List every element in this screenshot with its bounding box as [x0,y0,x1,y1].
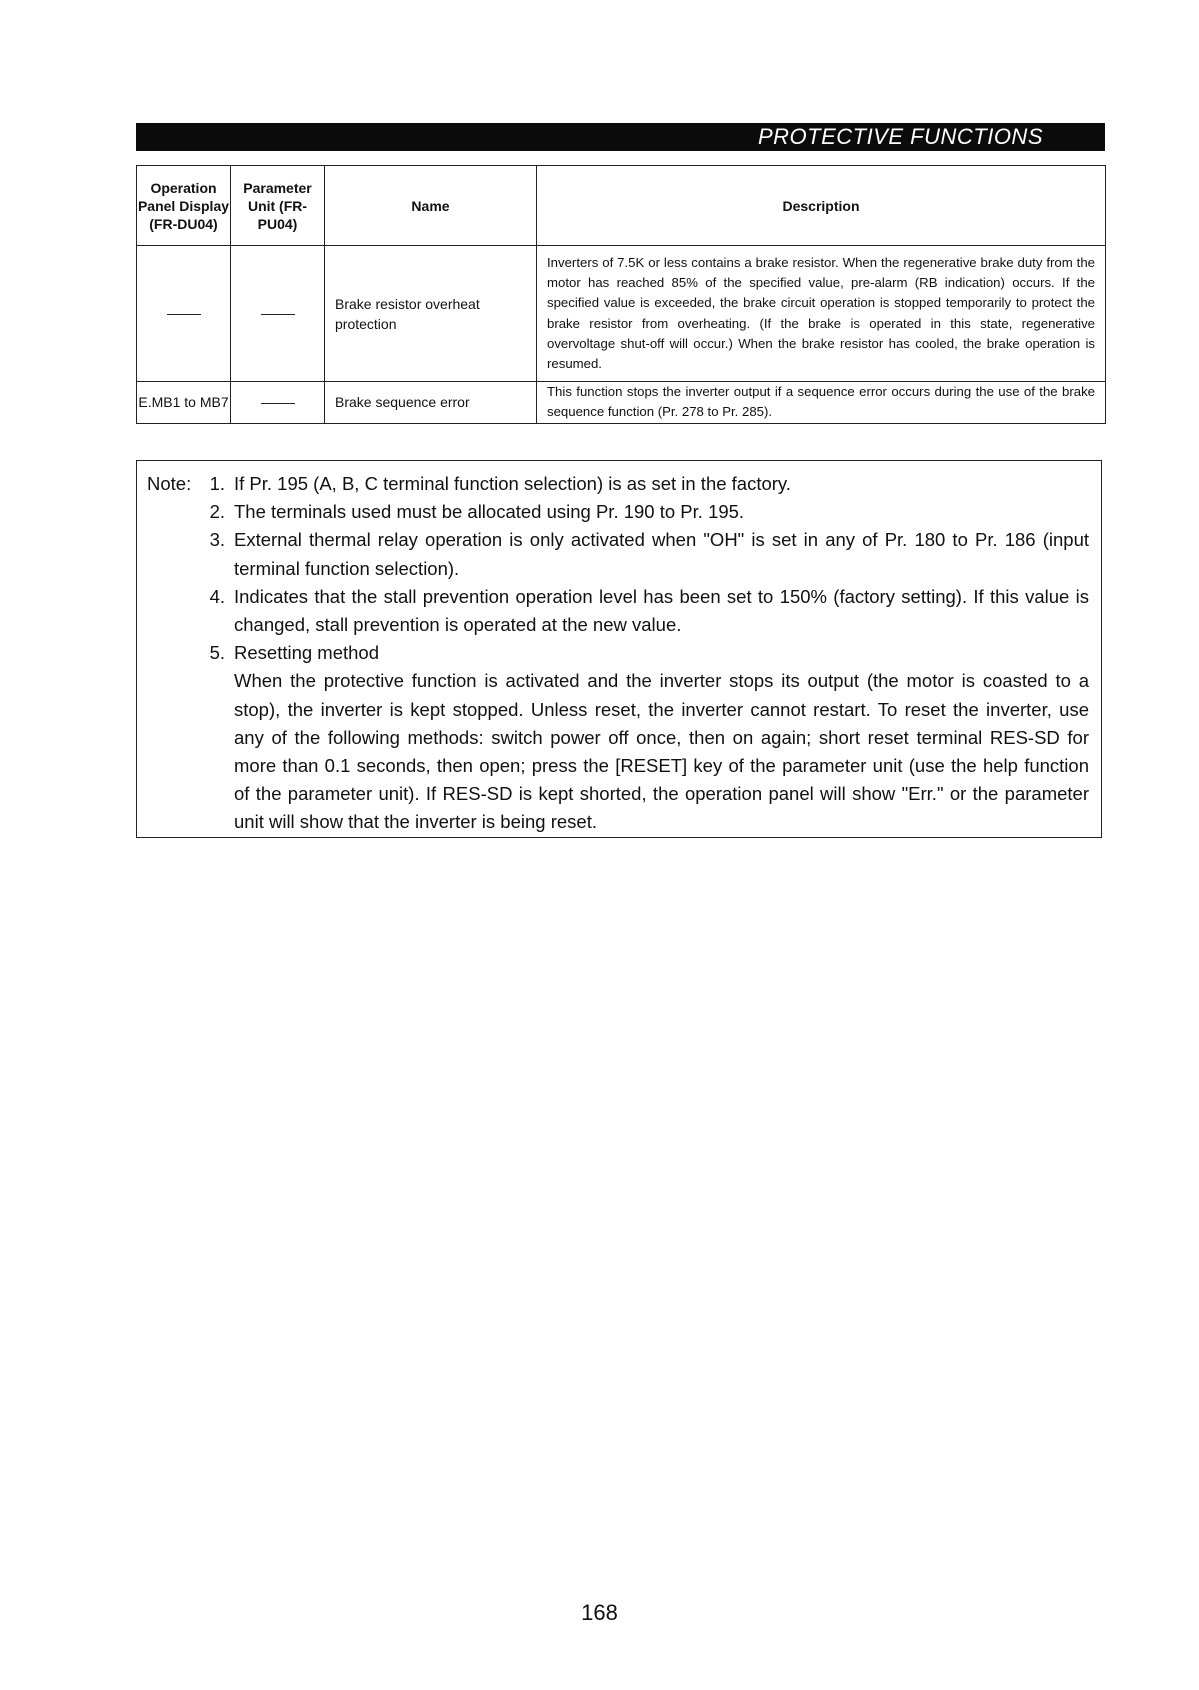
row-display-cell: E.MB1 to MB7 [137,382,231,424]
col-header-unit: Parameter Unit (FR-PU04) [231,166,325,246]
col-header-description: Description [537,166,1106,246]
note-item [137,639,1101,836]
note-text: External thermal relay operation is only activated when "OH" is set in any of Pr. 180 to Pr. 186 (input terminal function selection). [234,529,1089,579]
table-header-row [137,166,1106,246]
note-number: 4. [209,585,225,607]
note-item [137,526,1101,582]
row-name-cell: Brake sequence error [325,382,537,424]
note-list [137,470,1101,837]
note-number: 1. [209,473,225,494]
note-number: 5. [209,642,225,664]
row-name-cell: Brake resistor overheat protection [325,246,537,382]
note-item [137,583,1101,639]
col-header-display: Operation Panel Display (FR-DU04) [137,166,231,246]
note-item [137,470,1101,498]
note-item [137,498,1101,526]
table-row [137,382,1106,424]
dash-mark [167,314,201,315]
section-header-bar [136,123,1105,151]
section-title: PROTECTIVE FUNCTIONS [757,124,1043,149]
col-header-name: Name [325,166,537,246]
reset-method-detail: When the protective function is activated and the inverter stops its output (the motor is coasted to a stop), the inverter is kept stopped. Unless reset, the inverter cannot restart. To reset the inverter, use any of the following methods: switch power off once, then on again; short reset terminal RES-SD for more than 0.1 seconds, then open; press the [RESET] key of the parameter unit (use the help function of the parameter unit). If RES-SD is kept shorted, the operation panel will show "Err." or the parameter unit will show that the inverter is being reset. [234,670,1089,833]
note-text: Resetting method [234,642,380,664]
page-number: 168 [581,1600,618,1625]
note-number: 2. [209,501,225,523]
dash-mark [261,403,295,404]
dash-mark [261,314,295,315]
row-unit-cell [231,246,325,382]
note-text: Indicates that the stall prevention operation level has been set to 150% (factory setting). If this value is changed, stall prevention is operated at the new value. [234,585,1089,636]
row-description-cell: Inverters of 7.5K or less contains a brake resistor. When the regenerative brake duty from the motor has reached 85% of the specified value, pre-alarm (RB indication) occurs. If the specified value is exceeded, the brake circuit operation is stopped temporarily to protect the brake resistor from overheating. (If the brake is operated in this state, regenerative overvoltage shut-off will occur.) When the brake resistor has cooled, the brake operation is resumed. [537,246,1106,382]
note-number: 3. [209,529,225,551]
note-label: Note: [147,473,192,494]
row-display-cell [137,246,231,382]
note-text: If Pr. 195 (A, B, C terminal function selection) is as set in the factory. [234,473,791,494]
table-row [137,246,1106,382]
row-description-cell: This function stops the inverter output if a sequence error occurs during the use of the brake sequence function (Pr. 278 to Pr. 285). [537,382,1106,424]
note-text: The terminals used must be allocated using Pr. 190 to Pr. 195. [234,501,745,523]
row-unit-cell [231,382,325,424]
notes-box [136,460,1102,838]
protective-functions-table [136,165,1106,424]
